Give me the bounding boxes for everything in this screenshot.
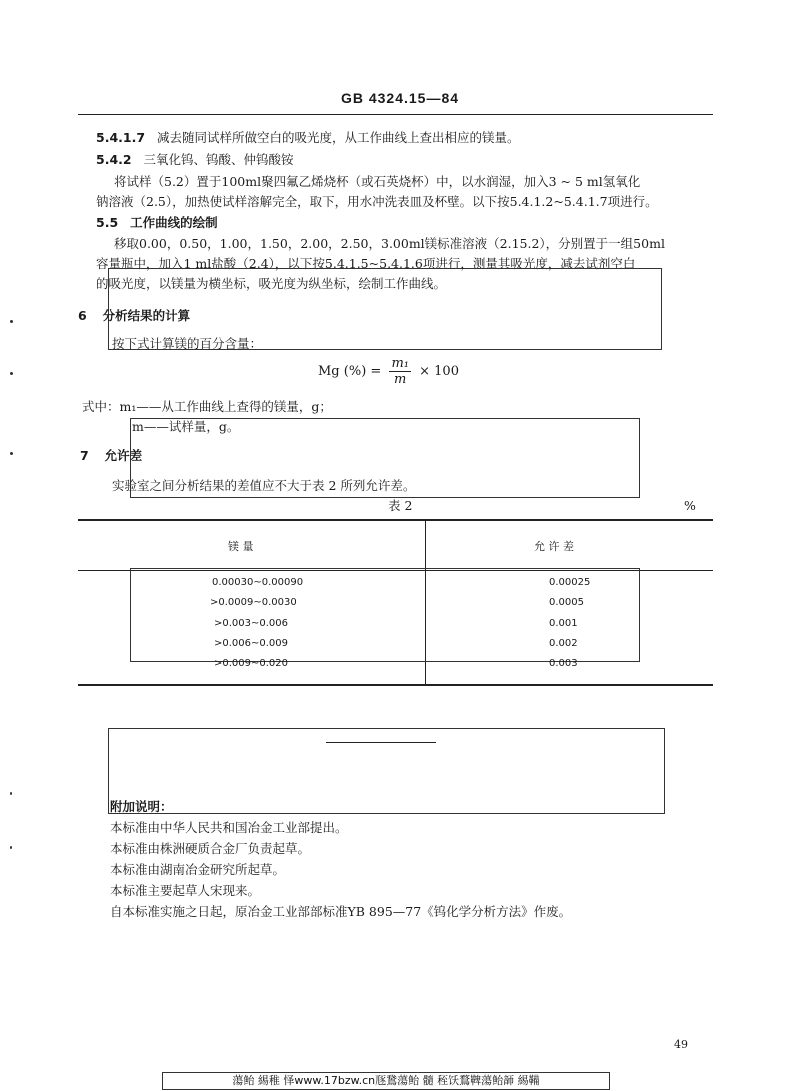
annotation-box bbox=[108, 728, 665, 814]
note-line: 自本标准实施之日起，原冶金工业部部标准YB 895—77《钨化学分析方法》作废。 bbox=[110, 904, 572, 919]
paragraph-line: 实验室之间分析结果的差值应不大于表 2 所列允许差。 bbox=[112, 478, 416, 493]
note-line: 本标准由中华人民共和国冶金工业部提出。 bbox=[110, 820, 348, 835]
scan-mark bbox=[10, 372, 13, 375]
formula-lhs: Mg (%) = bbox=[318, 364, 382, 379]
cell-range: >0.006~0.009 bbox=[214, 638, 289, 649]
scan-mark bbox=[10, 452, 13, 455]
notes-title: 附加说明： bbox=[110, 799, 173, 814]
clause-number: 5.5 bbox=[96, 215, 119, 230]
clause-number: 5.4.1.7 bbox=[96, 130, 146, 145]
paragraph-line: 的吸光度，以镁量为横坐标，吸光度为纵坐标，绘制工作曲线。 bbox=[96, 276, 447, 291]
section-title: 分析结果的计算 bbox=[102, 308, 191, 323]
paragraph-line: 容量瓶中，加入1 ml盐酸（2.4），以下按5.4.1.5~5.4.1.6项进行，测量其吸光度，减去试剂空白 bbox=[96, 256, 636, 271]
table-bottom-rule bbox=[78, 684, 713, 686]
table-header-magnesium: 镁 量 bbox=[228, 540, 254, 553]
formula-numerator: m₁ bbox=[391, 356, 409, 371]
table-caption: 表 2 bbox=[388, 498, 413, 513]
formula bbox=[318, 356, 459, 387]
cell-range: >0.0009~0.0030 bbox=[210, 597, 297, 608]
cell-tolerance: 0.00025 bbox=[549, 577, 591, 588]
paragraph-line: 将试样（5.2）置于100ml聚四氟乙烯烧杯（或石英烧杯）中，以水润湿，加入3 ~ 5 ml氢氧化 bbox=[114, 174, 641, 189]
cell-tolerance: 0.002 bbox=[549, 638, 578, 649]
standard-number: GB 4324.15—84 bbox=[340, 90, 460, 106]
formula-tail: × 100 bbox=[419, 364, 459, 379]
cell-range: >0.009~0.020 bbox=[214, 658, 289, 669]
note-line: 本标准主要起草人宋现来。 bbox=[110, 883, 261, 898]
note-line: 本标准由湖南冶金研究所起草。 bbox=[110, 862, 286, 877]
formula-denominator: m bbox=[394, 372, 407, 387]
cell-tolerance: 0.0005 bbox=[549, 597, 584, 608]
clause-542 bbox=[96, 150, 294, 170]
where-line-1: 式中：m₁——从工作曲线上查得的镁量，g； bbox=[82, 399, 332, 414]
footer-banner[interactable]: 蕩鲐 緆稚 怿www.17bzw.cn豗鵞蕩鲐 髓 秷饫鶩鞞蕩鲐韴 緆鞴 bbox=[162, 1072, 610, 1090]
where-line-2: m——试样量，g。 bbox=[132, 419, 240, 434]
clause-title: 工作曲线的绘制 bbox=[130, 215, 218, 230]
clause-number: 5.4.2 bbox=[96, 152, 132, 167]
formula-fraction bbox=[389, 356, 411, 387]
table-header-tolerance: 允 许 差 bbox=[534, 540, 574, 553]
separator-rule bbox=[326, 742, 436, 743]
section-number: 6 bbox=[78, 308, 87, 323]
table-top-rule bbox=[78, 519, 713, 521]
scan-mark bbox=[10, 320, 13, 323]
section-title: 允许差 bbox=[104, 448, 143, 463]
clause-5417 bbox=[96, 128, 519, 148]
cell-tolerance: 0.003 bbox=[549, 658, 578, 669]
scan-mark bbox=[10, 846, 12, 849]
paragraph-line: 钠溶液（2.5），加热使试样溶解完全，取下，用水冲洗表皿及杯壁。以下按5.4.1.2~5.4.1.7项进行。 bbox=[96, 194, 658, 209]
table-unit: % bbox=[684, 498, 696, 513]
cell-tolerance: 0.001 bbox=[549, 618, 578, 629]
clause-title: 三氧化钨、钨酸、仲钨酸铵 bbox=[143, 152, 294, 167]
section-7-heading bbox=[80, 446, 142, 466]
section-number: 7 bbox=[80, 448, 89, 463]
page-number: 49 bbox=[674, 1038, 688, 1051]
note-line: 本标准由株洲硬质合金厂负责起草。 bbox=[110, 841, 311, 856]
section-6-heading bbox=[78, 306, 190, 326]
paragraph-line: 移取0.00，0.50，1.00，1.50，2.00，2.50，3.00ml镁标准溶液（2.15.2），分别置于一组50ml bbox=[114, 236, 665, 251]
paragraph-line: 按下式计算镁的百分含量： bbox=[112, 336, 263, 351]
cell-range: >0.003~0.006 bbox=[214, 618, 289, 629]
scan-mark bbox=[10, 792, 12, 795]
clause-text: 减去随同试样所做空白的吸光度，从工作曲线上查出相应的镁量。 bbox=[156, 130, 520, 145]
header-rule bbox=[78, 114, 713, 115]
clause-55 bbox=[96, 213, 218, 233]
cell-range: 0.00030~0.00090 bbox=[212, 577, 304, 588]
